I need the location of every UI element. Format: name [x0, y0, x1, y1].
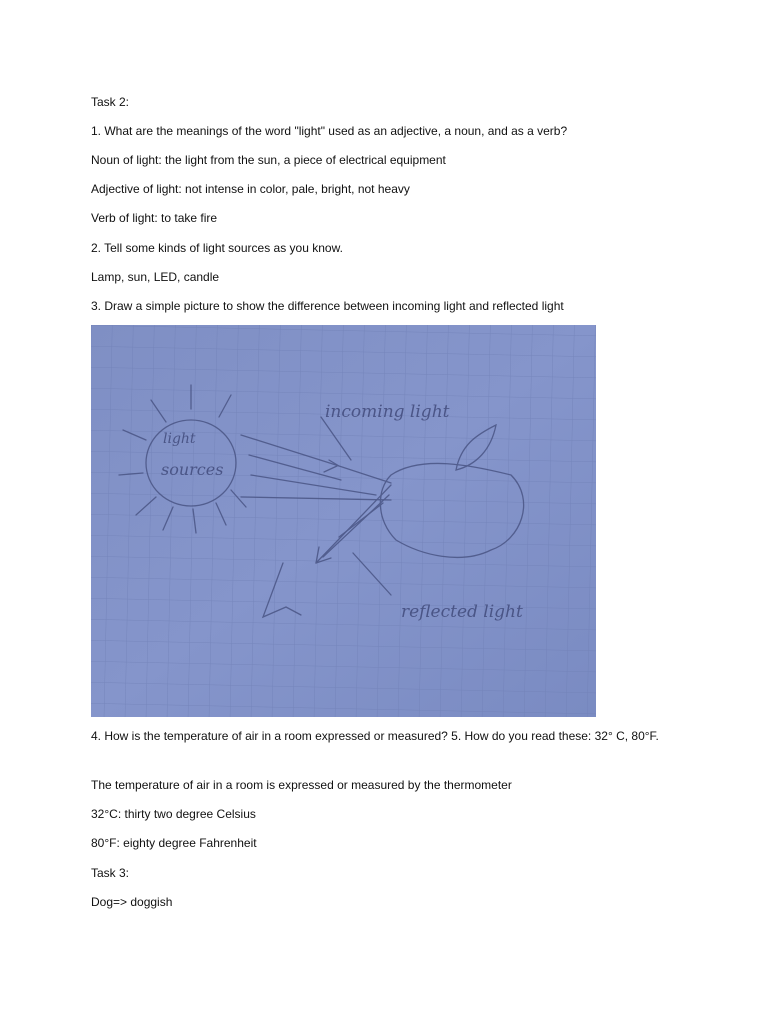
sun-label-line2: sources	[161, 460, 224, 479]
reflected-light-label: reflected light	[401, 602, 523, 622]
sun-label-line1: light	[163, 431, 196, 447]
question-1: 1. What are the meanings of the word "light" used as an adjective, a noun, and as a verb?	[91, 124, 568, 138]
task3-item-1: Dog=> doggish	[91, 895, 173, 909]
question-4-5: 4. How is the temperature of air in a room expressed or measured? 5. How do you read these: 32° C, 80°F.	[91, 729, 659, 743]
answer-5-celsius: 32°C: thirty two degree Celsius	[91, 807, 256, 821]
question-2: 2. Tell some kinds of light sources as you know.	[91, 241, 343, 255]
incoming-light-label: incoming light	[325, 402, 450, 422]
answer-1-noun: Noun of light: the light from the sun, a piece of electrical equipment	[91, 153, 446, 167]
question-3: 3. Draw a simple picture to show the difference between incoming light and reflected light	[91, 299, 564, 313]
answer-5-fahrenheit: 80°F: eighty degree Fahrenheit	[91, 836, 257, 850]
answer-4: The temperature of air in a room is expressed or measured by the thermometer	[91, 778, 512, 792]
drawing-photo	[91, 325, 596, 717]
answer-2: Lamp, sun, LED, candle	[91, 270, 220, 284]
answer-1-verb: Verb of light: to take fire	[91, 211, 218, 225]
answer-1-adjective: Adjective of light: not intense in color, pale, bright, not heavy	[91, 182, 410, 196]
task2-heading: Task 2:	[91, 95, 130, 109]
task3-heading: Task 3:	[91, 866, 130, 880]
